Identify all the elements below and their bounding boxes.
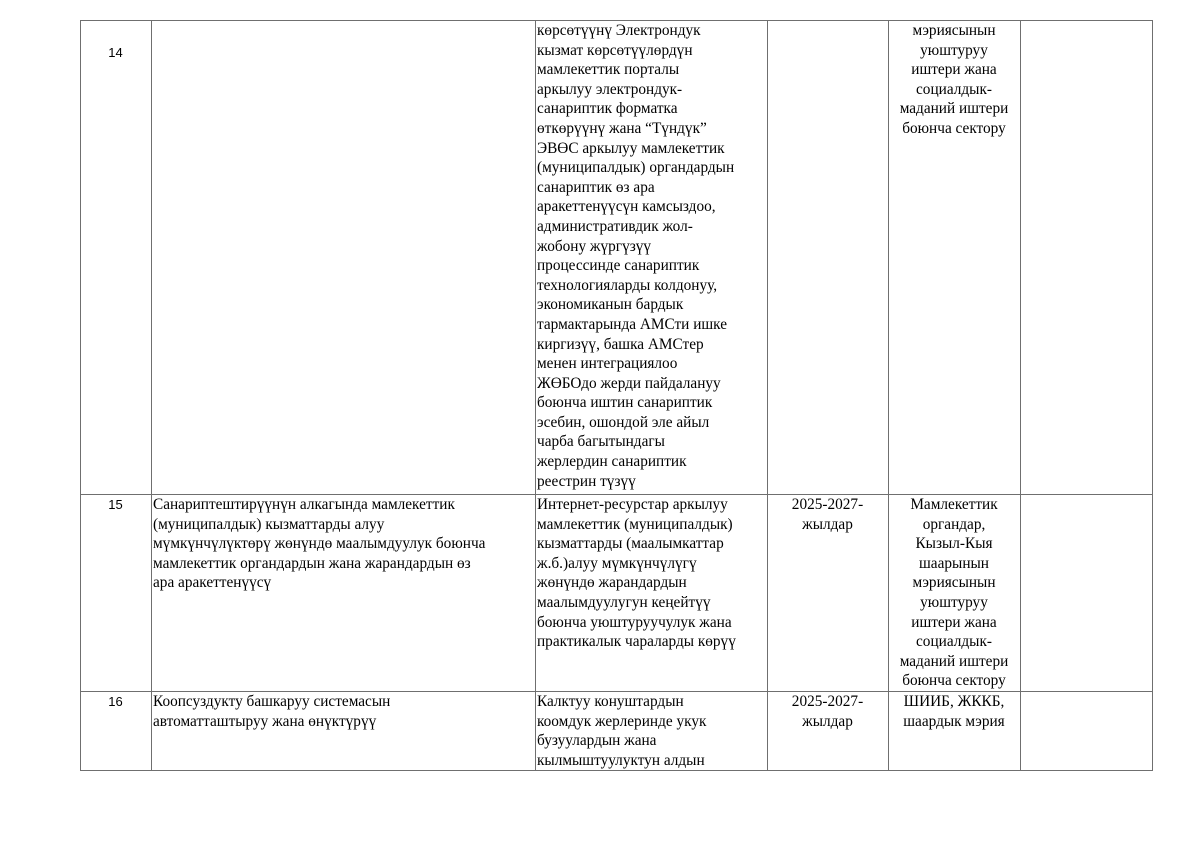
term-cell [768, 21, 889, 495]
responsible-cell: Мамлекеттик органдар, Кызыл-Кыя шаарынын мэриясынын уюштуруу иштери жана социалдык- маданий иштери боюнча сектору [889, 495, 1021, 692]
table-row [81, 21, 1153, 495]
actions-cell: көрсөтүүнү Электрондук кызмат көрсөтүүлөрдүн мамлекеттик порталы аркылуу электрондук- санариптик форматка өткөрүүнү жана “Түндүк” ЭВӨС аркылуу мамлекеттик (муниципалдык) органдардын санариптик өз ара аракеттенүүсүн камсыздоо, административдик жол- жобону жүргүзүү процессинде санариптик технологияларды колдонуу, экономиканын бардык тармактарында АМСти ишке киргизүү, башка АМСтер менен интеграциялоо ЖӨБОдо жерди пайдалануу боюнча иштин санариптик эсебин, ошондой эле айыл чарба багытындагы жерлердин санариптик реестрин түзүү [536, 21, 768, 495]
measure-cell: Коопсуздукту башкаруу системасын автоматташтыруу жана өнүктүрүү [152, 692, 536, 771]
term-cell: 2025-2027- жылдар [768, 495, 889, 692]
actions-cell: Интернет-ресурстар аркылуу мамлекеттик (муниципалдык) кызматтарды (маалымкаттар ж.б.)алуу мүмкүнчүлүгү жөнүндө жарандардын маалымдуулугун кеңейтүү боюнча уюштуруучулук жана практикалык чараларды көрүү [536, 495, 768, 692]
row-number: 14 [81, 21, 152, 495]
measure-cell [152, 21, 536, 495]
term-cell: 2025-2027- жылдар [768, 692, 889, 771]
responsible-cell: мэриясынын уюштуруу иштери жана социалдык- маданий иштери боюнча сектору [889, 21, 1021, 495]
note-cell [1021, 495, 1153, 692]
table-row [81, 495, 1153, 692]
row-number: 16 [81, 692, 152, 771]
responsible-cell: ШИИБ, ЖККБ, шаардык мэрия [889, 692, 1021, 771]
note-cell [1021, 21, 1153, 495]
note-cell [1021, 692, 1153, 771]
table-row [81, 692, 1153, 771]
actions-cell: Калктуу конуштардын коомдук жерлеринде укук бузуулардын жана кылмыштуулуктун алдын [536, 692, 768, 771]
measure-cell: Санариптештирүүнүн алкагында мамлекеттик (муниципалдык) кызматтарды алуу мүмкүнчүлүктөрү жөнүндө маалымдуулук боюнча мамлекеттик органдардын жана жарандардын өз ара аракеттенүүсү [152, 495, 536, 692]
row-number: 15 [81, 495, 152, 692]
action-plan-table [80, 20, 1153, 771]
